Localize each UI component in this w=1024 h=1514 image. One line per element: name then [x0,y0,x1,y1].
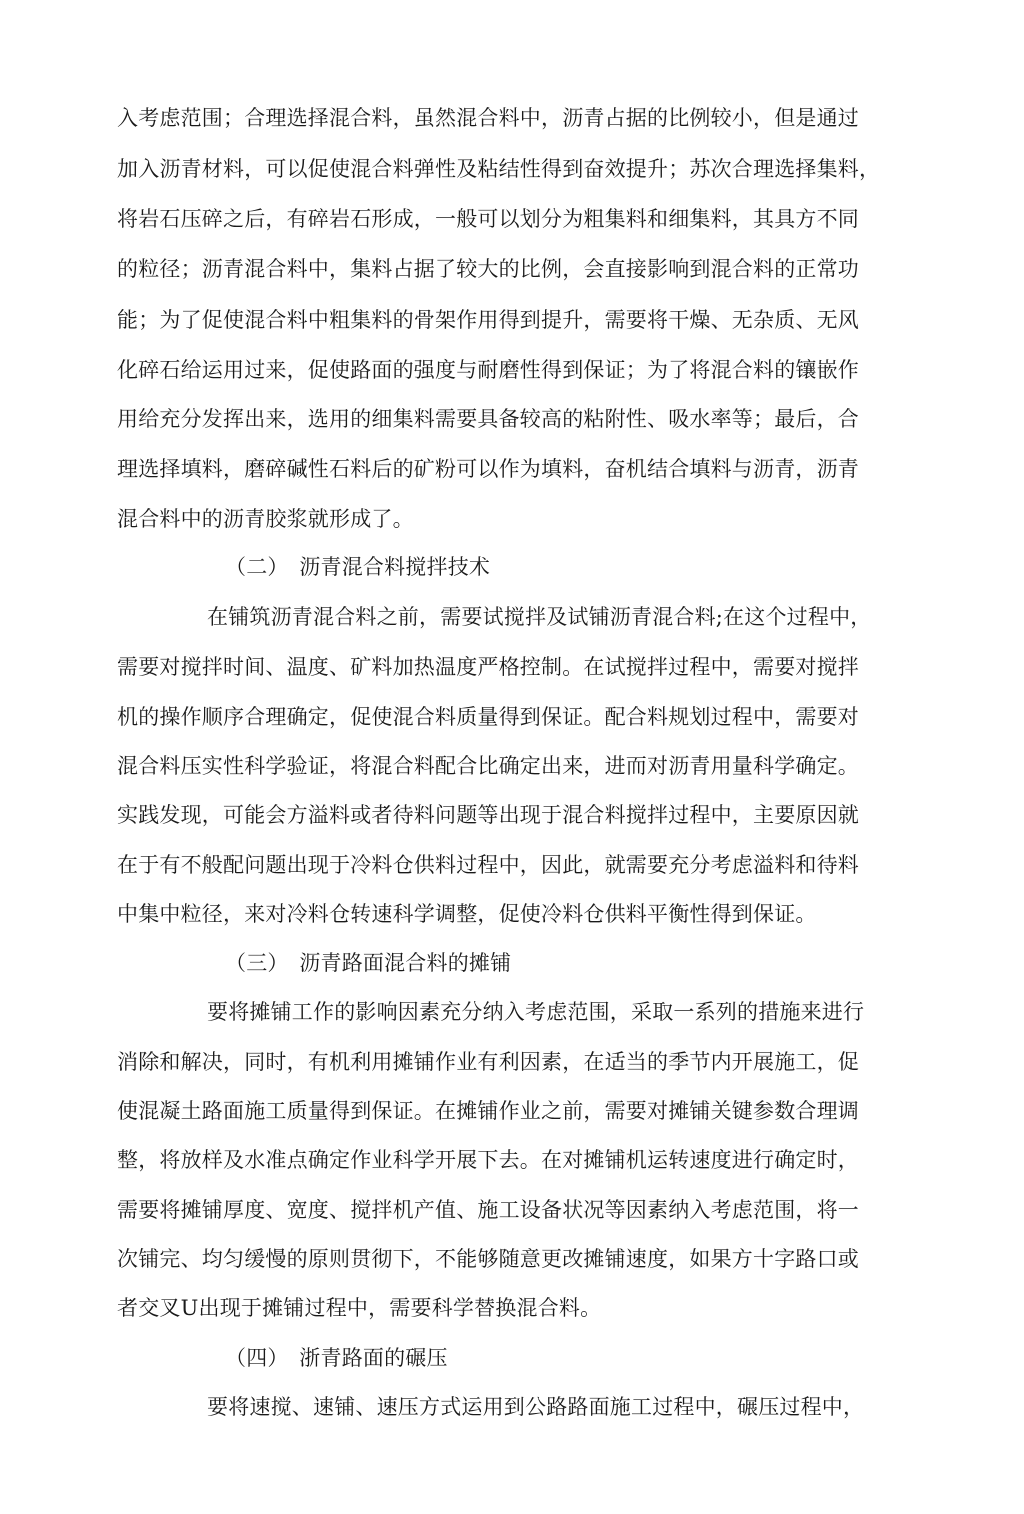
section-2-line-7: 中集中粒径，来对冷料仓转速科学调整，促使冷料仓供料平衡性得到保证。 [117,902,817,926]
section-2-line-5: 实践发现，可能会方溢料或者待料问题等出现于混合料搅拌过程中，主要原因就 [117,803,859,827]
section-3-line-5: 需要将摊铺厚度、宽度、搅拌机产值、施工设备状况等因素纳入考虑范围，将一 [117,1198,859,1222]
section-2-line-2: 需要对搅拌时间、温度、矿料加热温度严格控制。在试搅拌过程中，需要对搅拌 [117,655,859,679]
section-2-line-1: 在铺筑沥青混合料之前，需要试搅拌及试铺沥青混合料;在这个过程中， [207,605,872,629]
section-3-heading: （三） 沥青路面混合料的摊铺 [225,951,512,975]
section-3-line-4: 整，将放样及水准点确定作业科学开展下去。在对摊铺机运转速度进行确定时， [117,1148,859,1172]
paragraph-1-line-2: 加入沥青材料，可以促使混合料弹性及粘结性得到奋效提升；苏次合理选择集料， [117,157,881,181]
section-2-line-4: 混合料压实性科学验证，将混合料配合比确定出来，进而对沥青用量科学确定。 [117,754,859,778]
paragraph-1-line-3: 将岩石压碎之后，有碎岩石形成，一般可以划分为粗集料和细集料，其具方不同 [117,207,859,231]
section-4-line-1: 要将速搅、速铺、速压方式运用到公路路面施工过程中，碾压过程中， [207,1395,865,1419]
paragraph-1-line-9: 混合料中的沥青胶浆就形成了。 [117,507,414,531]
paragraph-1-line-8: 理选择填料，磨碎碱性石料后的矿粉可以作为填料，奋机结合填料与沥青，沥青 [117,457,859,481]
section-3-line-7: 者交叉U出现于摊铺过程中，需要科学替换混合料。 [117,1296,602,1320]
section-2-line-3: 机的操作顺序合理确定，促使混合料质量得到保证。配合料规划过程中，需要对 [117,705,859,729]
section-3-line-1: 要将摊铺工作的影响因素充分纳入考虑范围，采取一系列的措施来进行 [207,1000,865,1024]
paragraph-1-line-1: 入考虑范围；合理选择混合料，虽然混合料中，沥青占据的比例较小，但是通过 [117,106,859,130]
paragraph-1-line-5: 能；为了促使混合料中粗集料的骨架作用得到提升，需要将干燥、无杂质、无风 [117,308,859,332]
section-3-line-3: 使混凝土路面施工质量得到保证。在摊铺作业之前，需要对摊铺关键参数合理调 [117,1099,859,1123]
section-3-line-6: 次铺完、均匀缓慢的原则贯彻下，不能够随意更改摊铺速度，如果方十字路口或 [117,1247,859,1271]
paragraph-1-line-6: 化碎石给运用过来，促使路面的强度与耐磨性得到保证；为了将混合料的镶嵌作 [117,358,859,382]
section-2-heading: （二） 沥青混合料搅拌技术 [225,555,491,579]
section-2-line-6: 在于有不般配问题出现于冷料仓供料过程中，因此，就需要充分考虑溢料和待料 [117,853,859,877]
paragraph-1-line-4: 的粒径；沥青混合料中，集料占据了较大的比例，会直接影响到混合料的正常功 [117,257,859,281]
section-4-heading: （四） 浙青路面的碾压 [225,1346,448,1370]
section-3-line-2: 消除和解决，同时，有机利用摊铺作业有利因素，在适当的季节内开展施工，促 [117,1050,859,1074]
paragraph-1-line-7: 用给充分发挥出来，选用的细集料需要具备较高的粘附性、吸水率等；最后，合 [117,407,859,431]
